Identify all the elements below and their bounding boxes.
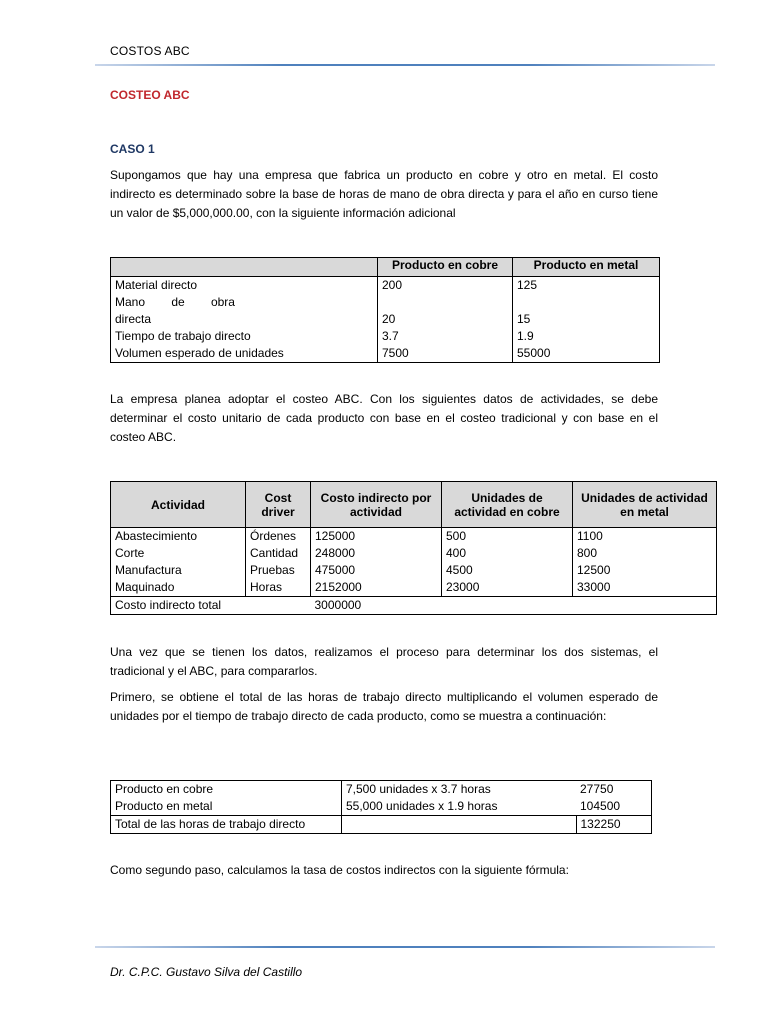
activity-names bbox=[111, 528, 246, 597]
cell-value: Cantidad bbox=[250, 546, 299, 560]
cell-value: Pruebas bbox=[250, 563, 295, 577]
cost-drivers bbox=[246, 528, 311, 597]
cell-value: 400 bbox=[446, 546, 467, 560]
table-header-row bbox=[111, 482, 717, 528]
metal-values bbox=[513, 277, 660, 363]
row-label-split bbox=[115, 294, 235, 311]
row-label: Volumen esperado de unidades bbox=[115, 346, 284, 360]
product-labels bbox=[111, 781, 342, 816]
cell-value: 200 bbox=[382, 278, 403, 292]
cell-value: 1.9 bbox=[517, 329, 534, 343]
cell-value: 20 bbox=[382, 312, 396, 326]
paragraph-process: Una vez que se tienen los datos, realizamos el proceso para determinar los dos sistemas, el tradicional y el ABC, para compararlos. bbox=[110, 645, 658, 678]
row-label: directa bbox=[115, 312, 152, 326]
header-title: COSTOS ABC bbox=[110, 44, 190, 58]
cell-value: 500 bbox=[446, 529, 467, 543]
header-rule bbox=[95, 64, 715, 66]
cell-value: 248000 bbox=[315, 546, 356, 560]
table-row bbox=[111, 277, 660, 363]
cell-value: 4500 bbox=[446, 563, 473, 577]
total-value: 3000000 bbox=[311, 597, 717, 615]
indirect-costs bbox=[311, 528, 442, 597]
row-label-word: Mano bbox=[115, 295, 146, 309]
total-value: 132250 bbox=[576, 816, 652, 834]
row-labels bbox=[111, 277, 378, 363]
cobre-values bbox=[378, 277, 513, 363]
cell-value: Horas bbox=[250, 580, 283, 594]
table-row bbox=[111, 781, 652, 816]
cell-value: Producto en cobre bbox=[115, 782, 214, 796]
cell-spacer bbox=[382, 294, 508, 311]
cell-value: 7,500 unidades x 3.7 horas bbox=[346, 782, 491, 796]
paragraph-intro: Supongamos que hay una empresa que fabrica un producto en cobre y otro en metal. El costo indirecto es determinado sobre la base de horas de mano de obra directa y para el año en curso tiene un valor de $5,000,000.00, con la siguiente información adicional bbox=[110, 168, 658, 220]
total-empty bbox=[342, 816, 577, 834]
row-label: Material directo bbox=[115, 278, 198, 292]
cobre-units bbox=[442, 528, 573, 597]
table-header-cell: Cost driver bbox=[246, 482, 311, 528]
cell-value: 55,000 unidades x 1.9 horas bbox=[346, 799, 498, 813]
section-title: COSTEO ABC bbox=[110, 88, 190, 102]
footer-rule bbox=[95, 946, 715, 948]
table-header-cell: Costo indirecto por actividad bbox=[311, 482, 442, 528]
cell-value: 125000 bbox=[315, 529, 356, 543]
cell-value: 15 bbox=[517, 312, 531, 326]
total-row bbox=[111, 816, 652, 834]
cell-value: 27750 bbox=[580, 782, 614, 796]
cell-value: Producto en metal bbox=[115, 799, 213, 813]
cell-spacer bbox=[517, 294, 655, 311]
cell-value: 104500 bbox=[580, 799, 621, 813]
case-title: CASO 1 bbox=[110, 142, 155, 156]
table-header-cell: Unidades de actividad en metal bbox=[573, 482, 717, 528]
cell-value: Manufactura bbox=[115, 563, 182, 577]
total-label: Costo indirecto total bbox=[111, 597, 311, 615]
hours-table bbox=[110, 780, 652, 834]
paragraph-abc: La empresa planea adoptar el costeo ABC. Con los siguientes datos de actividades, se debe determinar el costo unitario de cada producto con base en el costeo tradicional y con base en el costeo ABC. bbox=[110, 392, 658, 444]
paragraph-second-step: Como segundo paso, calculamos la tasa de costos indirectos con la siguiente fórmula: bbox=[110, 863, 569, 877]
activity-table bbox=[110, 481, 717, 615]
metal-units bbox=[573, 528, 717, 597]
table-row bbox=[111, 528, 717, 597]
row-label: Tiempo de trabajo directo bbox=[115, 329, 251, 343]
cell-value: 2152000 bbox=[315, 580, 362, 594]
cell-value: 800 bbox=[577, 546, 598, 560]
cell-value: 23000 bbox=[446, 580, 480, 594]
row-label-word: obra bbox=[210, 295, 235, 309]
total-label: Total de las horas de trabajo directo bbox=[111, 816, 342, 834]
cell-value: 1100 bbox=[577, 529, 603, 543]
cell-value: 3.7 bbox=[382, 329, 399, 343]
cell-value: Abastecimiento bbox=[115, 529, 198, 543]
table-header-cell: Actividad bbox=[111, 482, 246, 528]
cell-value: 33000 bbox=[577, 580, 611, 594]
table-header-row bbox=[111, 258, 660, 277]
total-row bbox=[111, 597, 717, 615]
cell-value: 475000 bbox=[315, 563, 356, 577]
table-header-cell: Producto en cobre bbox=[378, 258, 513, 277]
table-header-cell: Unidades de actividad en cobre bbox=[442, 482, 573, 528]
row-label-word: de bbox=[171, 295, 185, 309]
cell-value: 12500 bbox=[577, 563, 611, 577]
cell-value: 55000 bbox=[517, 346, 551, 360]
cell-value: Corte bbox=[115, 546, 145, 560]
cell-value: 125 bbox=[517, 278, 538, 292]
cell-value: Maquinado bbox=[115, 580, 175, 594]
table-header-cell bbox=[111, 258, 378, 277]
paragraph-first-step: Primero, se obtiene el total de las horas de trabajo directo multiplicando el volumen esperado de unidades por el tiempo de trabajo directo de cada producto, como se muestra a continuación: bbox=[110, 690, 658, 723]
product-data-table bbox=[110, 257, 660, 363]
calc-results bbox=[576, 781, 652, 816]
footer-author: Dr. C.P.C. Gustavo Silva del Castillo bbox=[110, 965, 303, 979]
cell-value: 7500 bbox=[382, 346, 409, 360]
calc-expressions bbox=[342, 781, 577, 816]
table-header-cell: Producto en metal bbox=[513, 258, 660, 277]
cell-value: Órdenes bbox=[250, 529, 297, 543]
